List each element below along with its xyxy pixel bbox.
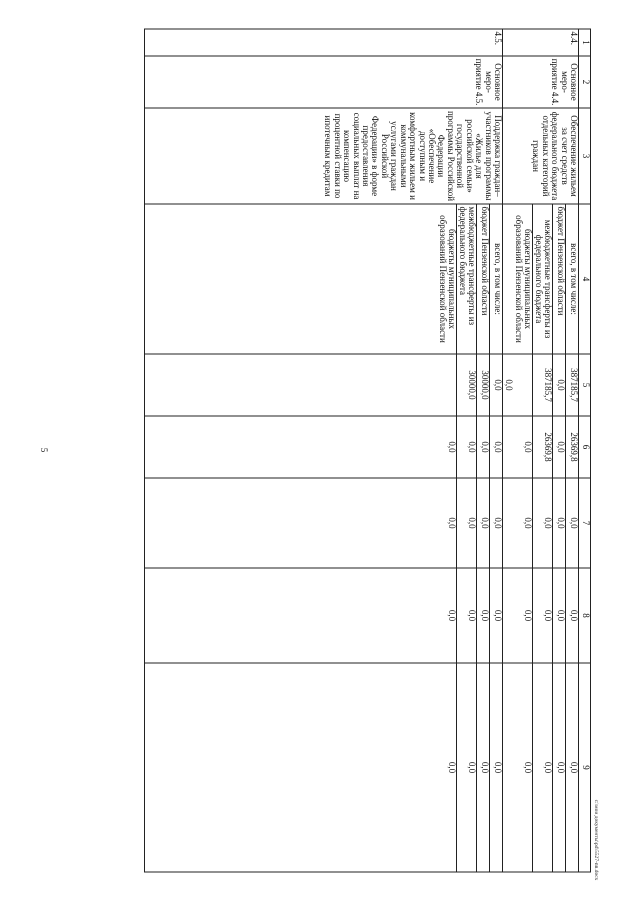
value-cell: 0,0 <box>477 663 490 872</box>
col-header: 6 <box>579 416 591 478</box>
value-cell: 0,0 <box>457 568 477 663</box>
value-cell: 0,0 <box>457 416 477 478</box>
value-cell: 0,0 <box>566 478 579 568</box>
measure-description: Обеспечение жильем за счет средств федерального бюджета отдельных категорий граждан <box>503 108 579 204</box>
source-label: бюджеты муниципальных образований Пензенской области <box>503 204 533 354</box>
table-row <box>490 29 503 872</box>
value-cell: 0,0 <box>503 568 533 663</box>
col-header: 2 <box>579 56 591 108</box>
value-cell <box>145 354 457 416</box>
col-header: 8 <box>579 568 591 663</box>
measure-description: Поддержка граждан–участников программы «Жилье для российской семьи» государственной программы Российской Федерации «Обеспечение доступным и комфортным жильем и коммунальными услугами граждан Российской Федерации» в форме предоставления социальных выплат на компенсацию процентной ставки по ипотечным кредитам <box>145 108 503 204</box>
row-number: 4.5. <box>145 29 503 56</box>
value-cell: 0,0 <box>477 416 490 478</box>
source-label: всего, в том числе: <box>566 204 579 354</box>
value-cell: 0,0 <box>145 568 457 663</box>
value-cell: 30000,0 <box>477 354 490 416</box>
value-cell: 0,0 <box>145 478 457 568</box>
value-cell: 387185,7 <box>566 354 579 416</box>
value-cell: 0,0 <box>566 663 579 872</box>
value-cell: 0,0 <box>457 663 477 872</box>
value-cell: 0,0 <box>145 663 457 872</box>
value-cell: 0,0 <box>503 354 533 416</box>
value-cell: 0,0 <box>553 354 566 416</box>
source-label: межбюджетные трансферты из федерального бюджета <box>533 204 553 354</box>
value-cell: 0,0 <box>553 416 566 478</box>
budget-table <box>144 29 591 873</box>
value-cell: 30000,0 <box>457 354 477 416</box>
measure-name: Основное меро-приятие 4.4. <box>503 56 579 108</box>
value-cell: 0,0 <box>490 416 503 478</box>
col-header: 3 <box>579 108 591 204</box>
value-cell: 0,0 <box>566 568 579 663</box>
value-cell: 0,0 <box>490 568 503 663</box>
value-cell: 26369,8 <box>533 416 553 478</box>
col-header: 1 <box>579 29 591 56</box>
value-cell: 387185,7 <box>533 354 553 416</box>
value-cell: 0,0 <box>533 568 553 663</box>
source-label: межбюджетные трансферты из федерального бюджета <box>457 204 477 354</box>
row-number: 4.4. <box>503 29 579 56</box>
value-cell: 0,0 <box>490 354 503 416</box>
value-cell: 0,0 <box>553 568 566 663</box>
file-path-footer: c:\мои документы\pd\5527-nn.docx <box>593 799 599 881</box>
value-cell: 0,0 <box>477 568 490 663</box>
value-cell: 0,0 <box>490 478 503 568</box>
column-number-row <box>579 29 591 872</box>
col-header: 7 <box>579 478 591 568</box>
value-cell: 0,0 <box>503 416 533 478</box>
source-label: всего, в том числе: <box>490 204 503 354</box>
source-label: бюджеты муниципальных образований Пензенской области <box>145 204 457 354</box>
col-header: 5 <box>579 354 591 416</box>
value-cell: 0,0 <box>553 478 566 568</box>
value-cell: 0,0 <box>503 478 533 568</box>
budget-table-sheet <box>77 29 591 872</box>
value-cell: 0,0 <box>145 416 457 478</box>
measure-name: Основное меро-приятие 4.5. <box>145 56 503 108</box>
col-header: 9 <box>579 663 591 872</box>
value-cell: 0,0 <box>533 663 553 872</box>
value-cell: 0,0 <box>477 478 490 568</box>
value-cell: 0,0 <box>490 663 503 872</box>
value-cell: 0,0 <box>533 478 553 568</box>
page-number: 5 <box>39 447 49 453</box>
table-row <box>566 29 579 872</box>
value-cell: 0,0 <box>457 478 477 568</box>
value-cell: 0,0 <box>503 663 533 872</box>
value-cell: 0,0 <box>553 663 566 872</box>
source-label: бюджет Пензенской области <box>477 204 490 354</box>
value-cell: 26369,8 <box>566 416 579 478</box>
source-label: бюджет Пензенской области <box>553 204 566 354</box>
col-header: 4 <box>579 204 591 354</box>
